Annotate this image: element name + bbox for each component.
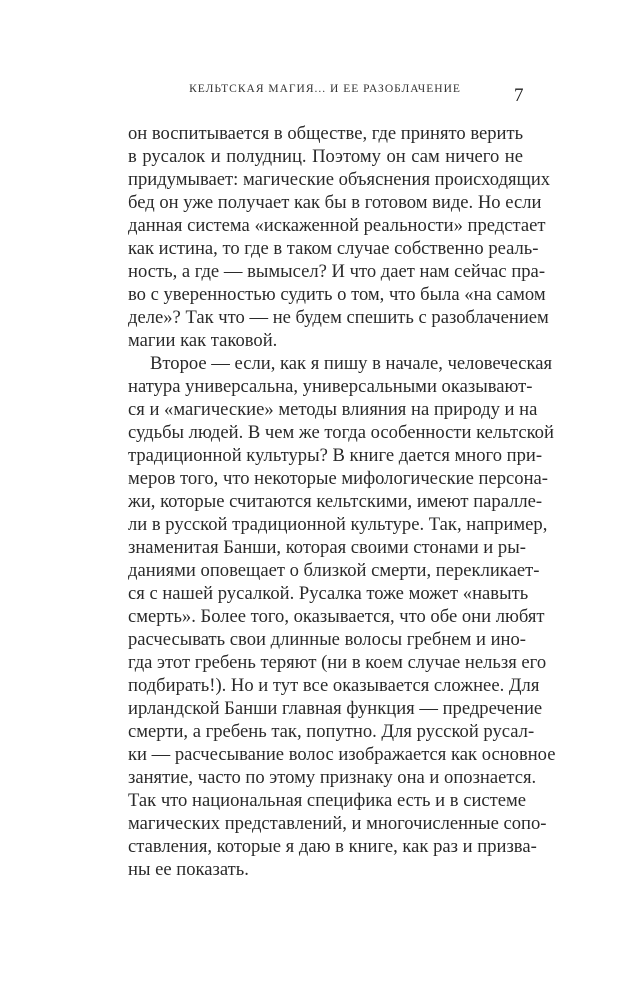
text-line: традиционной культуры? В книге дается много при- (128, 445, 543, 466)
text-line: судьбы людей. В чем же тогда особенности кельтской (128, 422, 554, 443)
text-line: ки — расчесывание волос изображается как основное (128, 744, 556, 765)
running-head-title: КЕЛЬТСКАЯ МАГИЯ... И ЕЕ РАЗОБЛАЧЕНИЕ (189, 83, 461, 95)
text-line: занятие, часто по этому признаку она и опознается. (128, 767, 537, 788)
text-line: смерть». Более того, оказывается, что обе они любят (128, 606, 545, 627)
text-line: деле»? Так что — не будем спешить с разоблачением (128, 307, 549, 328)
text-line: знаменитая Банши, которая своими стонами и ры- (128, 537, 526, 558)
text-line: магических представлений, и многочисленные сопо- (128, 813, 547, 834)
text-line: ся с нашей русалкой. Русалка тоже может «навыть (128, 583, 529, 604)
page-body-text (128, 122, 556, 881)
text-line: ся и «магические» методы влияния на природу и на (128, 399, 538, 420)
text-line: ность, а где — вымысел? И что дает нам сейчас пра- (128, 261, 546, 282)
page-number: 7 (514, 85, 524, 106)
text-line: как истина, то где в таком случае собственно реаль- (128, 238, 539, 259)
text-line: натура универсальна, универсальными оказывают- (128, 376, 533, 397)
text-line: смерти, а гребень так, попутно. Для русской русал- (128, 721, 535, 742)
text-line: даниями оповещает о близкой смерти, перекликает- (128, 560, 540, 581)
text-line: данная система «искаженной реальности» предстает (128, 215, 546, 236)
paragraph-1 (128, 122, 551, 352)
text-line: ставления, которые я даю в книге, как раз и призва- (128, 836, 537, 857)
text-line: в русалок и полудниц. Поэтому он сам ничего не (128, 146, 523, 167)
text-line: ны ее показать. (128, 859, 249, 880)
paragraph-2 (128, 352, 556, 881)
text-line: бед он уже получает как бы в готовом виде. Но если (128, 192, 542, 213)
text-line: Второе — если, как я пишу в начале, человеческая (150, 353, 553, 374)
text-line: расчесывать свои длинные волосы гребнем и ино- (128, 629, 526, 650)
text-line: он воспитывается в обществе, где принято верить (128, 123, 524, 144)
text-line: Так что национальная специфика есть и в системе (128, 790, 527, 811)
text-line: магии как таковой. (128, 330, 278, 351)
text-line: ирландской Банши главная функция — предречение (128, 698, 543, 719)
text-line: придумывает: магические объяснения происходящих (128, 169, 551, 190)
text-line: ли в русской традиционной культуре. Так, например, (128, 514, 548, 535)
text-line: подбирать!). Но и тут все оказывается сложнее. Для (128, 675, 540, 696)
text-line: во с уверенностью судить о том, что была «на самом (128, 284, 546, 305)
text-line: жи, которые считаются кельтскими, имеют паралле- (128, 491, 543, 512)
text-line: гда этот гребень теряют (ни в коем случае нельзя его (128, 652, 547, 673)
text-line: меров того, что некоторые мифологические персона- (128, 468, 548, 489)
